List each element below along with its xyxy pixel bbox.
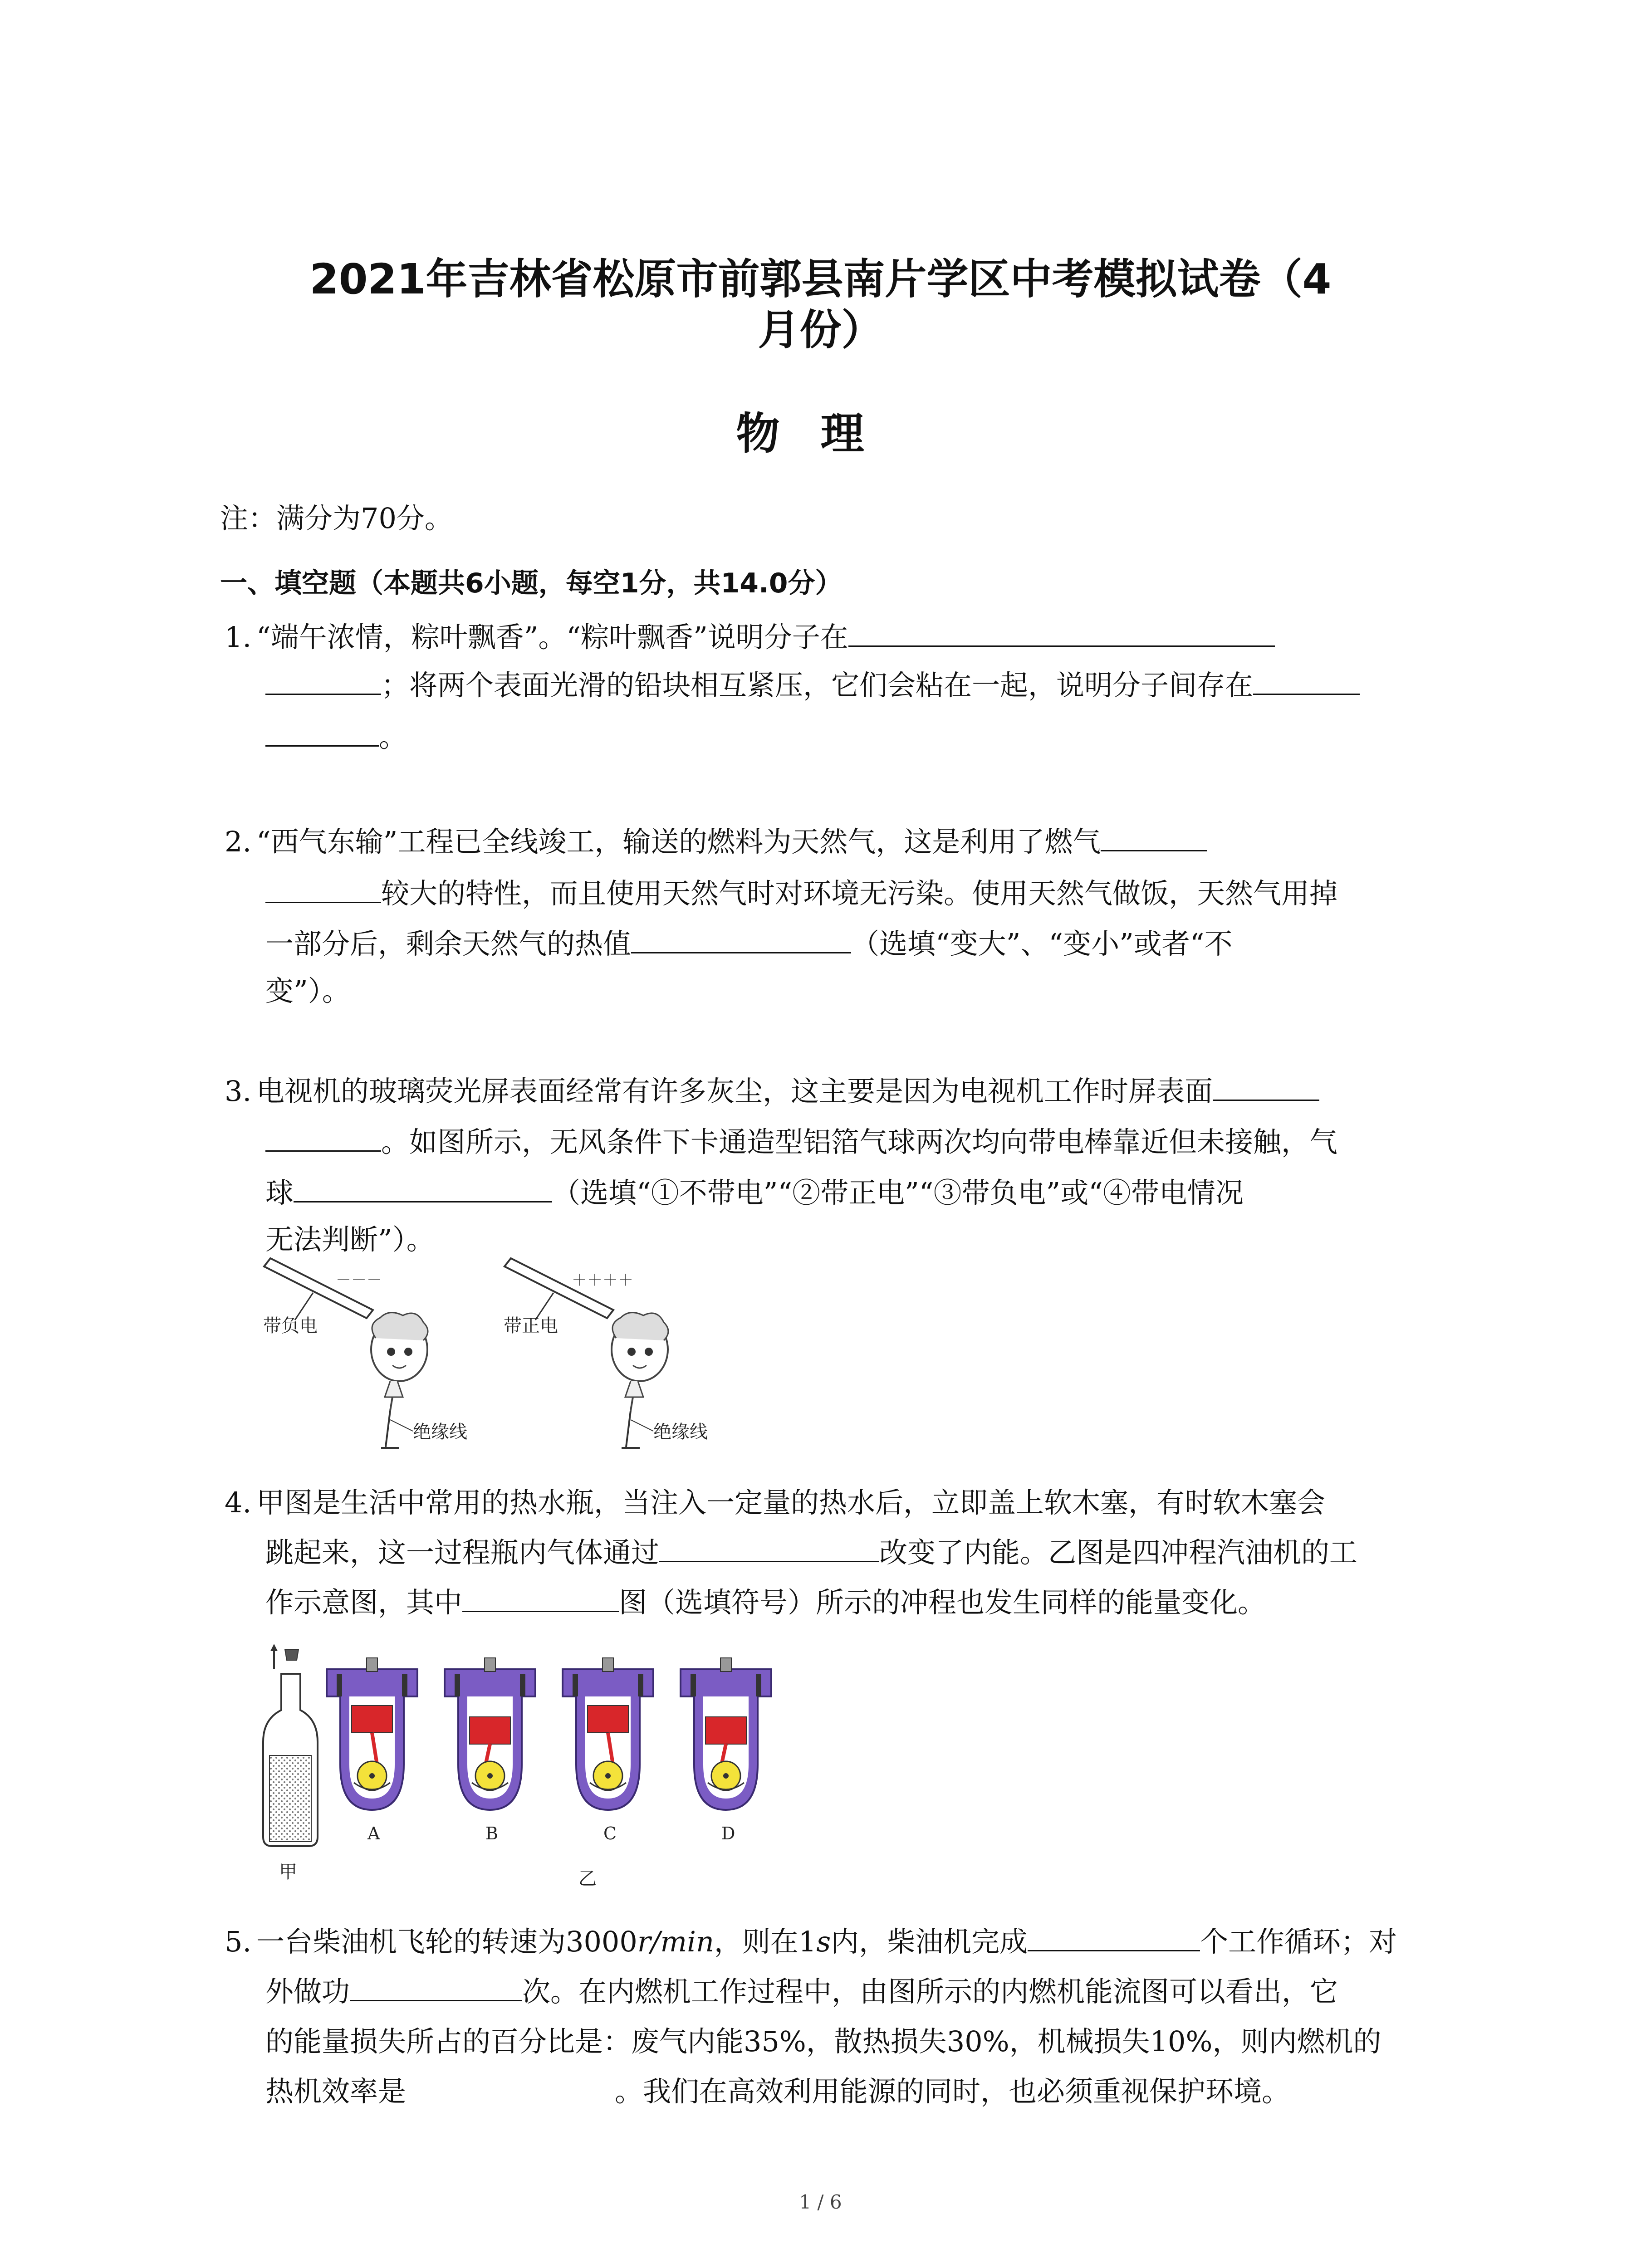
page-number: 1 / 6 [799, 2191, 842, 2213]
answer-blank[interactable] [265, 1128, 381, 1152]
answer-blank[interactable] [659, 1538, 879, 1562]
q5-text: 内，柴油机完成 [831, 1925, 1028, 1958]
answer-blank[interactable] [1213, 1077, 1319, 1101]
engine-diagrams [327, 1658, 771, 1843]
answer-blank[interactable] [265, 723, 379, 747]
q3-text-line3a: 球 [265, 1176, 294, 1209]
answer-blank[interactable] [631, 929, 851, 953]
engine-diagram-d [681, 1658, 771, 1810]
q2-text-line1: “西气东输”工程已全线竣工，输送的燃料为天然气，这是利用了燃气 [256, 825, 1101, 858]
q1-text-line3: 。 [379, 720, 407, 753]
cartoon-balloon-icon [612, 1313, 668, 1411]
title-line-1: 2021年吉林省松原市前郭县南片学区中考模拟试卷（4 [309, 255, 1332, 303]
insulating-wire [626, 1411, 631, 1447]
q1-text-line2: ；将两个表面光滑的铅块相互紧压，它们会粘在一起，说明分子间存在 [381, 669, 1254, 702]
section-heading-fill-blank: 一、填空题（本题共6小题，每空1分，共14.0分） [220, 567, 843, 599]
engine-diagram-c [563, 1658, 653, 1810]
score-note: 注：满分为70分。 [220, 502, 453, 535]
positive-rod-label: 带正电 [504, 1315, 558, 1336]
negative-charge-signs: －－－ [336, 1271, 382, 1290]
engine-label-b: B [485, 1823, 498, 1843]
q5-text: 一台柴油机飞轮的转速为3000 [256, 1925, 637, 1958]
answer-blank[interactable] [1028, 1927, 1200, 1951]
answer-blank[interactable] [265, 879, 381, 903]
question-number: 2. [225, 825, 252, 858]
answer-blank[interactable] [294, 1178, 552, 1202]
q5-text-line3: 的能量损失所占的百分比是：废气内能35%，散热损失30%，机械损失10%，则内燃机的 [265, 2025, 1381, 2058]
engine-label-a: A [367, 1823, 380, 1843]
negative-rod-label: 带负电 [263, 1315, 318, 1336]
cartoon-balloon-icon [371, 1313, 428, 1411]
q3-text-line2: 。如图所示，无风条件下卡通造型铝箔气球两次均向带电棒靠近但未接触，气 [381, 1125, 1338, 1158]
q2-text-line3a: 一部分后，剩余天然气的热值 [265, 927, 632, 960]
figure-label-jia: 甲 [279, 1862, 297, 1882]
q4-text-line1: 甲图是生活中常用的热水瓶，当注入一定量的热水后，立即盖上软木塞，有时软木塞会 [256, 1486, 1326, 1519]
thermos-bottle-icon [263, 1644, 318, 1846]
engine-label-c: C [603, 1823, 617, 1843]
title-line-2: 月份） [758, 306, 883, 354]
q3-text-line4: 无法判断”）。 [265, 1223, 435, 1256]
question-number: 1. [225, 621, 252, 654]
page-title [0, 254, 1641, 356]
insulating-wire-label: 绝缘线 [413, 1422, 467, 1442]
answer-blank[interactable] [406, 2078, 615, 2101]
unit-seconds: s [816, 1925, 831, 1958]
figure-label-yi: 乙 [578, 1868, 597, 1887]
subject-heading: 物理 [736, 408, 905, 459]
q4-text-line2a: 跳起来，这一过程瓶内气体通过 [265, 1536, 660, 1569]
q4-text-line2b: 改变了内能。乙图是四冲程汽油机的工 [879, 1536, 1358, 1569]
q1-text-line1: “端午浓情，粽叶飘香”。“粽叶飘香”说明分子在 [256, 621, 848, 654]
q5-text-line4a: 热机效率是 [265, 2075, 407, 2108]
thermos-and-engine-figure [259, 1642, 894, 1887]
engine-label-d: D [721, 1823, 735, 1843]
q4-text-line3a: 作示意图，其中 [265, 1586, 463, 1619]
q5-text-line2b: 次。在内燃机工作过程中，由图所示的内燃机能流图可以看出，它 [522, 1975, 1338, 2008]
q5-text-line4b: 。我们在高效利用能源的同时，也必须重视保护环境。 [615, 2075, 1290, 2108]
charged-balloon-figure [254, 1256, 789, 1452]
q4-text-line3b: 图（选填符号）所示的冲程也发生同样的能量变化。 [619, 1586, 1266, 1619]
insulating-wire [386, 1411, 390, 1447]
q5-text-line2a: 外做功 [265, 1975, 350, 2008]
question-number: 5. [225, 1925, 252, 1958]
q2-text-line3b: （选填“变大”、“变小”或者“不 [851, 927, 1233, 960]
answer-blank[interactable] [848, 623, 1275, 647]
insulating-wire-label: 绝缘线 [653, 1422, 708, 1442]
answer-blank[interactable] [350, 1977, 522, 2001]
answer-blank[interactable] [1101, 827, 1207, 851]
question-number: 3. [225, 1075, 252, 1108]
q2-text-line4: 变”）。 [265, 974, 350, 1007]
q2-text-line2: 较大的特性，而且使用天然气时对环境无污染。使用天然气做饭，天然气用掉 [381, 877, 1338, 910]
engine-diagram-b [445, 1658, 535, 1810]
q5-text: 个工作循环；对 [1200, 1925, 1397, 1958]
unit-rpm: r/min [637, 1925, 714, 1958]
q3-text-line3b: （选填“①不带电”“②带正电”“③带负电”或“④带电情况 [552, 1176, 1244, 1209]
answer-blank[interactable] [462, 1588, 619, 1612]
answer-blank[interactable] [265, 671, 381, 695]
q5-text: ，则在1 [714, 1925, 817, 1958]
engine-diagram-a [327, 1658, 417, 1810]
q3-text-line1: 电视机的玻璃荧光屏表面经常有许多灰尘，这主要是因为电视机工作时屏表面 [256, 1075, 1213, 1108]
answer-blank[interactable] [1253, 671, 1360, 695]
question-number: 4. [225, 1486, 252, 1519]
positive-charge-signs: ＋＋＋＋ [572, 1271, 633, 1290]
